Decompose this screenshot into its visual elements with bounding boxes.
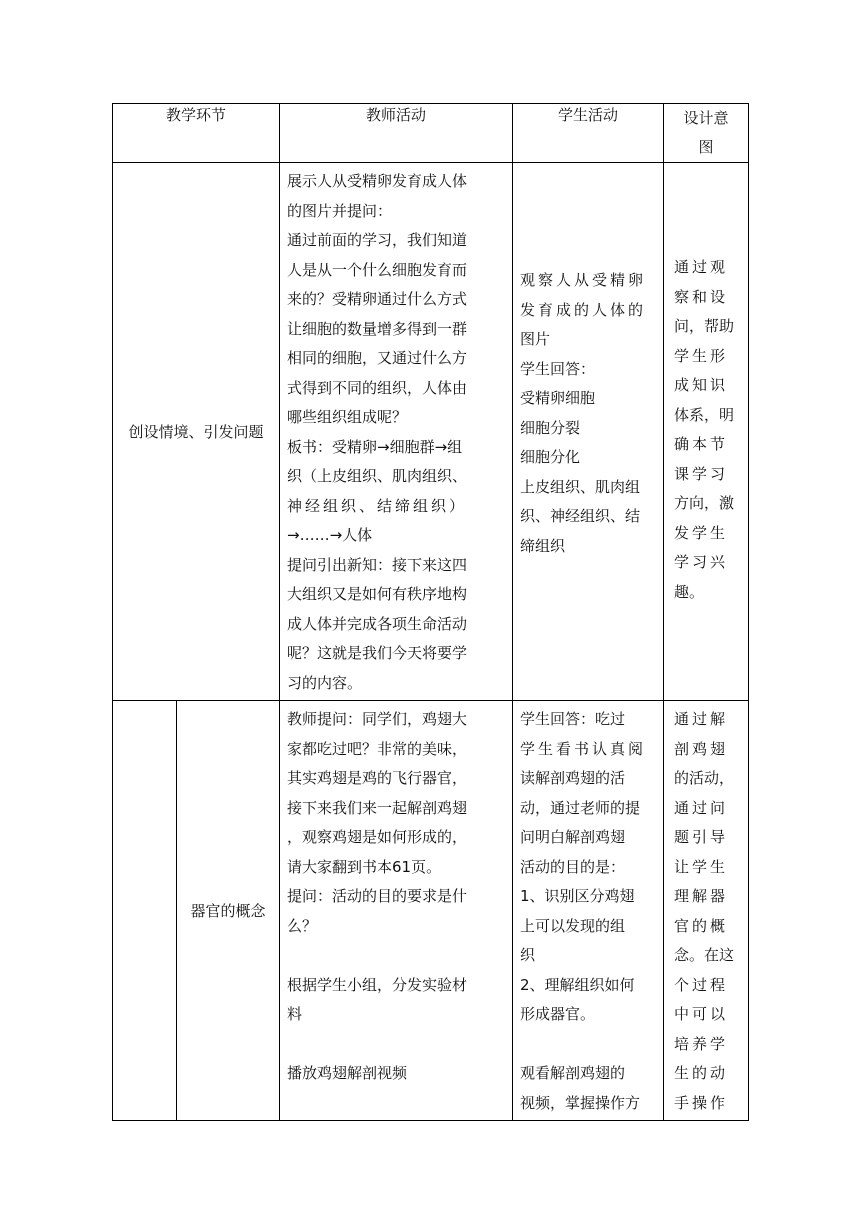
student-line: 活动的目的是： (520, 857, 626, 876)
table-row (113, 163, 749, 701)
teacher-line: 神经组织、结缔组织） (287, 496, 468, 515)
teacher-line: 的图片并提问： (287, 201, 393, 220)
lesson-plan-table (112, 103, 749, 1121)
teacher-line: 播放鸡翅解剖视频 (287, 1064, 408, 1082)
teacher-line: 展示人从受精卵发育成人体 (287, 172, 468, 190)
student-line: 缔组织 (520, 536, 566, 555)
design-cell (664, 163, 749, 701)
teacher-cell (280, 701, 513, 1121)
design-line: 官的概 (674, 916, 729, 935)
header-teacher: 教师活动 (280, 104, 513, 163)
design-line: 中可以 (674, 1005, 729, 1023)
header-design-line1: 设计意 (683, 109, 729, 127)
teacher-line: 人是从一个什么细胞发育而 (287, 260, 468, 279)
design-line: 课学习 (674, 464, 729, 483)
student-line: 动，通过老师的提 (520, 798, 641, 817)
teacher-line: 大组织又是如何有秩序地构 (287, 585, 468, 603)
design-line: 让学生 (674, 857, 729, 876)
teacher-line: 通过前面的学习，我们知道 (287, 231, 468, 249)
student-line: 受精卵细胞 (520, 389, 596, 407)
student-line: 观看解剖鸡翅的 (520, 1064, 626, 1082)
design-line: 的活动， (674, 769, 735, 787)
header-design-line2: 图 (698, 138, 714, 156)
student-line: 上皮组织、肌肉组 (520, 477, 641, 496)
student-line: 细胞分裂 (520, 418, 581, 437)
student-line: 视频，掌握操作方 (520, 1093, 641, 1112)
teacher-line: 织（上皮组织、肌肉组织、 (287, 467, 468, 485)
student-line: 发育成的人体的 (520, 300, 647, 319)
design-line: 成知识 (674, 376, 729, 394)
design-line: 个过程 (674, 975, 729, 994)
student-line: 2、理解组织如何 (520, 975, 635, 994)
student-line: 织 (520, 946, 536, 964)
teacher-line: 料 (287, 1005, 303, 1023)
table-row (113, 701, 749, 1121)
teacher-line: 教师提问：同学们，鸡翅大 (287, 710, 468, 728)
teacher-line: 么？ (287, 916, 318, 935)
teacher-line: 板书：受精卵→细胞群→组 (287, 437, 463, 456)
student-line: 形成器官。 (520, 1005, 596, 1023)
teacher-line: 根据学生小组，分发实验材 (287, 975, 468, 994)
header-row (113, 104, 749, 163)
teacher-line: 呢？这就是我们今天将要学 (287, 644, 468, 662)
teacher-line: 相同的细胞，又通过什么方 (287, 349, 468, 367)
design-line: 念。在这 (674, 946, 735, 964)
student-line: 织、神经组织、结 (520, 507, 641, 525)
student-line: 读解剖鸡翅的活 (520, 769, 626, 787)
teacher-line: ，观察鸡翅是如何形成的， (287, 828, 468, 846)
teacher-line: 习的内容。 (287, 673, 363, 692)
teacher-line: 来的？受精卵通过什么方式 (287, 290, 468, 308)
teacher-line: 哪些组织组成呢？ (287, 408, 408, 426)
design-line: 确本节 (674, 435, 729, 453)
teacher-line: 请大家翻到书本61页。 (287, 857, 442, 876)
student-line: 学生看书认真阅 (520, 739, 647, 758)
design-line: 理解器 (674, 887, 729, 905)
design-line: 剖鸡翅 (674, 739, 729, 758)
teacher-line: 提问引出新知：接下来这四 (287, 555, 468, 574)
student-cell (513, 163, 664, 701)
design-line: 培养学 (674, 1034, 729, 1053)
teacher-cell (280, 163, 513, 701)
design-line: 方向，激 (674, 494, 735, 512)
teacher-line: 式得到不同的组织，人体由 (287, 378, 468, 397)
student-line: 图片 (520, 330, 551, 348)
student-line: 观察人从受精卵 (520, 271, 647, 289)
teacher-line: 家都吃过吧？非常的美味， (287, 739, 468, 758)
student-line: 上可以发现的组 (520, 916, 626, 935)
teacher-line: 接下来我们来一起解剖鸡翅 (287, 798, 468, 817)
design-line: 体系，明 (674, 405, 735, 424)
header-design (664, 104, 749, 163)
design-cell (664, 701, 749, 1121)
substage-cell: 器官的概念 (177, 701, 280, 1121)
stage-cell-empty (113, 701, 177, 1121)
student-line: 问明白解剖鸡翅 (520, 828, 626, 846)
student-line: 细胞分化 (520, 448, 581, 466)
design-line: 学习兴 (674, 553, 729, 571)
teacher-line: →……→人体 (287, 526, 373, 544)
design-line: 察和设 (674, 287, 729, 306)
teacher-line: 成人体并完成各项生命活动 (287, 614, 468, 633)
design-line: 生的动 (674, 1064, 729, 1082)
design-line: 题引导 (674, 828, 729, 846)
student-line: 1、识别区分鸡翅 (520, 887, 635, 905)
student-line: 学生回答： (520, 359, 596, 378)
student-line: 学生回答：吃过 (520, 710, 626, 728)
teacher-line: 提问：活动的目的要求是什 (287, 887, 468, 905)
teacher-line: 其实鸡翅是鸡的飞行器官， (287, 769, 468, 787)
stage-cell: 创设情境、引发问题 (113, 163, 280, 701)
design-line: 趣。 (674, 582, 705, 601)
design-line: 发学生 (674, 523, 729, 542)
header-stage: 教学环节 (113, 104, 280, 163)
design-line: 通过问 (674, 798, 729, 817)
design-line: 问，帮助 (674, 317, 735, 335)
design-line: 通过解 (674, 710, 729, 728)
teacher-line: 让细胞的数量增多得到一群 (287, 319, 468, 338)
header-student: 学生活动 (513, 104, 664, 163)
design-line: 手操作 (674, 1093, 729, 1112)
design-line: 通过观 (674, 258, 729, 276)
student-cell (513, 701, 664, 1121)
design-line: 学生形 (674, 346, 729, 365)
